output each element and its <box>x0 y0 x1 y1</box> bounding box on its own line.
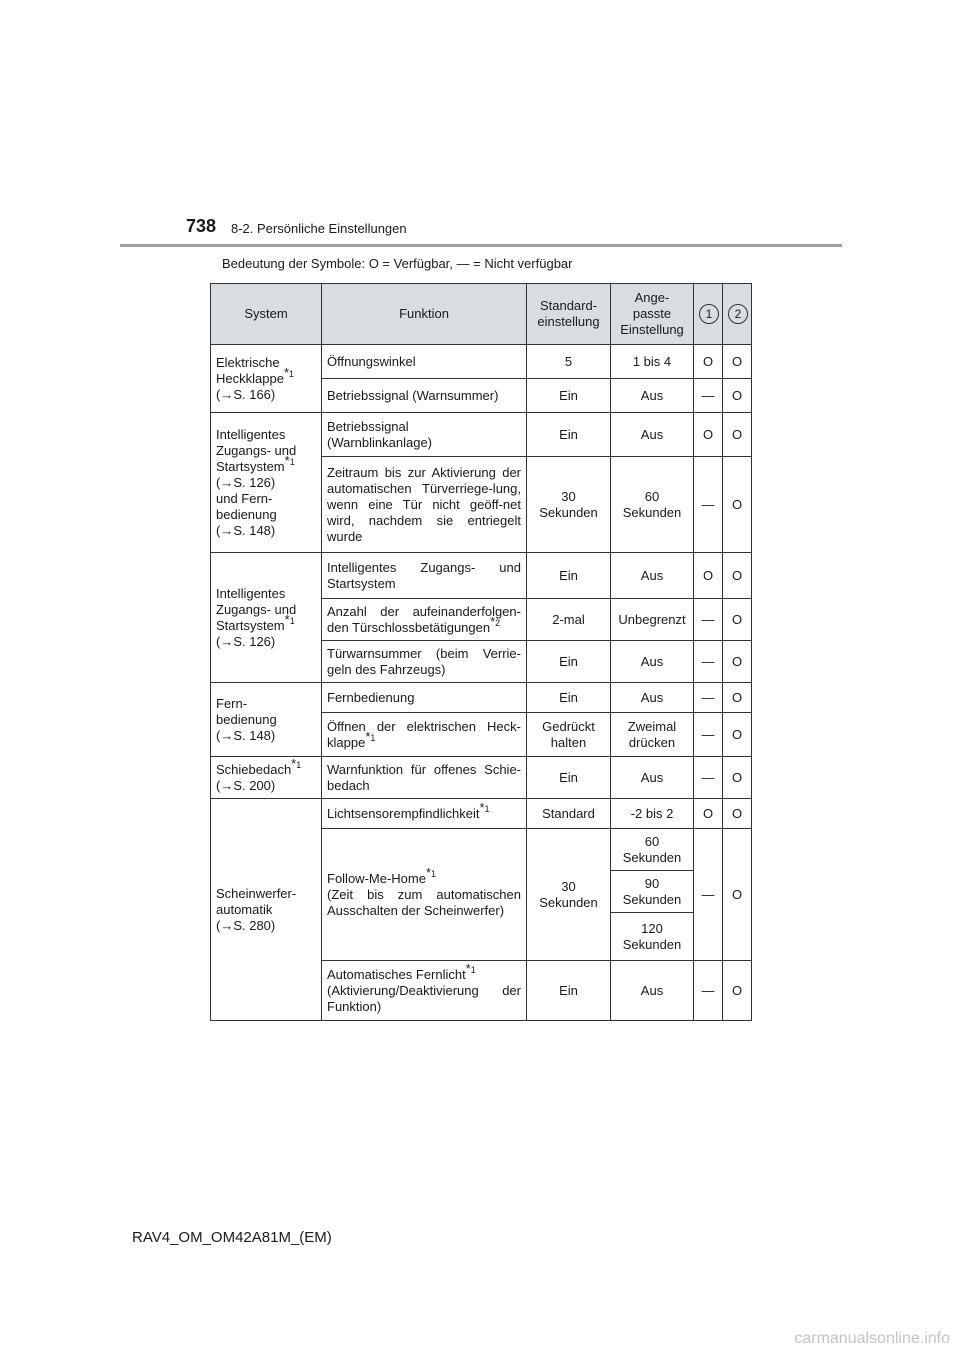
document-code: RAV4_OM_OM42A81M_(EM) <box>132 1229 332 1246</box>
page-reference: (→S. 280) <box>216 917 276 933</box>
default-cell: Standard <box>527 799 611 829</box>
custom-cell: Unbegrenzt <box>611 599 694 641</box>
col2-cell: O <box>723 757 752 799</box>
page-reference: (→S. 200) <box>216 777 276 793</box>
col-header-standard: Standard- einstellung <box>527 284 611 345</box>
function-cell: Follow-Me-Home$^{*1}$ (Zeit bis zum automatischen Ausschalten der Scheinwerfer) <box>322 829 527 961</box>
col2-cell: O <box>723 599 752 641</box>
symbol-legend: Bedeutung der Symbole: O = Verfügbar, — = Nicht verfügbar <box>222 256 573 271</box>
page-number: 738 <box>186 216 217 236</box>
default-cell: 5 <box>527 345 611 379</box>
default-cell: 30 Sekunden <box>527 829 611 961</box>
system-name: Schiebedach <box>216 761 292 777</box>
default-cell: Ein <box>527 413 611 457</box>
col2-cell: O <box>723 829 752 961</box>
system-name: Scheinwerfer- automatik <box>216 885 297 917</box>
col1-cell: — <box>694 683 723 713</box>
col2-cell: O <box>723 799 752 829</box>
system-name: Elektrische Heckklappe <box>216 354 284 386</box>
col2-cell: O <box>723 553 752 599</box>
default-cell: Gedrückt halten <box>527 713 611 757</box>
system-cell <box>211 683 322 757</box>
footnote-ref: *1 <box>479 800 490 816</box>
circled-1: 1 <box>699 304 719 324</box>
col-header-system: System <box>211 284 322 345</box>
col1-cell: O <box>694 345 723 379</box>
footnote-ref: *1 <box>283 365 295 381</box>
col1-cell: — <box>694 457 723 553</box>
function-cell: Automatisches Fernlicht$^{*1}$ (Aktivierung/Deaktivierung der Funktion) <box>322 961 527 1021</box>
default-cell: Ein <box>527 641 611 683</box>
function-cell: Öffnungswinkel <box>322 345 527 379</box>
page-reference: (→S. 166) <box>216 386 276 402</box>
function-cell: Fernbedienung <box>322 683 527 713</box>
custom-cell: -2 bis 2 <box>611 799 694 829</box>
default-cell: Ein <box>527 683 611 713</box>
footnote-ref: *1 <box>425 865 437 881</box>
col2-cell: O <box>723 379 752 413</box>
col1-cell: O <box>694 553 723 599</box>
function-cell: Warnfunktion für offenes Schie-bedach <box>322 757 527 799</box>
system-cell <box>211 757 322 799</box>
col1-cell: O <box>694 413 723 457</box>
default-cell: 2-mal <box>527 599 611 641</box>
col1-cell: — <box>694 757 723 799</box>
table-row <box>211 345 752 379</box>
table-row <box>211 757 752 799</box>
settings-table <box>210 283 752 1021</box>
system-cell <box>211 799 322 1021</box>
col2-cell: O <box>723 641 752 683</box>
header-rule <box>120 244 842 247</box>
table-header-row <box>211 284 752 345</box>
custom-cell: Aus <box>611 961 694 1021</box>
col2-cell: O <box>723 961 752 1021</box>
custom-cell: Aus <box>611 683 694 713</box>
system-name: Intelligentes Zugangs- und Startsystem <box>216 585 297 633</box>
function-cell: Zeitraum bis zur Aktivierung der automatischen Türverriege-lung, wenn eine Tür nicht geöff-net wird, nachdem sie entriegelt wurde <box>322 457 527 553</box>
col-header-2 <box>723 284 752 345</box>
function-cell: Öffnen der elektrischen Heck-klappe$^{*1}$ <box>322 713 527 757</box>
footnote-ref: *1 <box>465 961 476 977</box>
circled-2: 2 <box>728 304 748 324</box>
function-cell: Betriebssignal (Warnsummer) <box>322 379 527 413</box>
table-row <box>211 553 752 599</box>
col1-cell: — <box>694 829 723 961</box>
default-cell: Ein <box>527 757 611 799</box>
function-cell: Anzahl der aufeinanderfolgen-den Türschlossbetätigungen$^{*2}$ <box>322 599 527 641</box>
footnote-ref: *1 <box>284 612 295 628</box>
footnote-ref: *2 <box>490 614 501 630</box>
page-reference: (→S. 126) und Fern- bedienung (→S. 148) <box>216 474 277 538</box>
col1-cell: — <box>694 961 723 1021</box>
custom-cell: 90 Sekunden <box>611 871 694 913</box>
col-header-angepasst: Ange- passte Einstellung <box>611 284 694 345</box>
function-cell: Betriebssignal (Warnblinkanlage) <box>322 413 527 457</box>
footnote-ref: *1 <box>284 453 295 469</box>
custom-cell: Aus <box>611 757 694 799</box>
default-cell: Ein <box>527 961 611 1021</box>
col2-cell: O <box>723 345 752 379</box>
system-cell <box>211 413 322 553</box>
col2-cell: O <box>723 713 752 757</box>
custom-cell: Zweimal drücken <box>611 713 694 757</box>
table-row <box>211 413 752 457</box>
col2-cell: O <box>723 683 752 713</box>
col2-cell: O <box>723 457 752 553</box>
col1-cell: — <box>694 379 723 413</box>
custom-cell: Aus <box>611 413 694 457</box>
function-cell: Intelligentes Zugangs- und Startsystem <box>322 553 527 599</box>
page-reference: (→S. 148) <box>216 727 276 743</box>
table-row <box>211 683 752 713</box>
default-cell: 30 Sekunden <box>527 457 611 553</box>
section-title: 8-2. Persönliche Einstellungen <box>231 221 407 236</box>
custom-cell: Aus <box>611 641 694 683</box>
system-name: Fern- bedienung <box>216 695 277 727</box>
col1-cell: — <box>694 599 723 641</box>
table-row <box>211 799 752 829</box>
custom-cell: 120 Sekunden <box>611 913 694 961</box>
function-cell: Türwarnsummer (beim Verrie-geln des Fahrzeugs) <box>322 641 527 683</box>
footnote-ref: *1 <box>291 756 302 772</box>
custom-cell: 60 Sekunden <box>611 829 694 871</box>
footnote-ref: *1 <box>365 729 376 745</box>
custom-cell: Aus <box>611 379 694 413</box>
system-cell <box>211 553 322 683</box>
col1-cell: — <box>694 641 723 683</box>
function-cell: Lichtsensorempfindlichkeit$^{*1}$ <box>322 799 527 829</box>
col-header-1 <box>694 284 723 345</box>
default-cell: Ein <box>527 553 611 599</box>
custom-cell: Aus <box>611 553 694 599</box>
system-cell <box>211 345 322 413</box>
default-cell: Ein <box>527 379 611 413</box>
col1-cell: O <box>694 799 723 829</box>
col1-cell: — <box>694 713 723 757</box>
page-reference: (→S. 126) <box>216 633 276 649</box>
col-header-funktion: Funktion <box>322 284 527 345</box>
custom-cell: 1 bis 4 <box>611 345 694 379</box>
watermark: carmanualsonline.info <box>794 1330 950 1347</box>
custom-cell: 60 Sekunden <box>611 457 694 553</box>
system-name: Intelligentes Zugangs- und Startsystem <box>216 426 297 474</box>
col2-cell: O <box>723 413 752 457</box>
